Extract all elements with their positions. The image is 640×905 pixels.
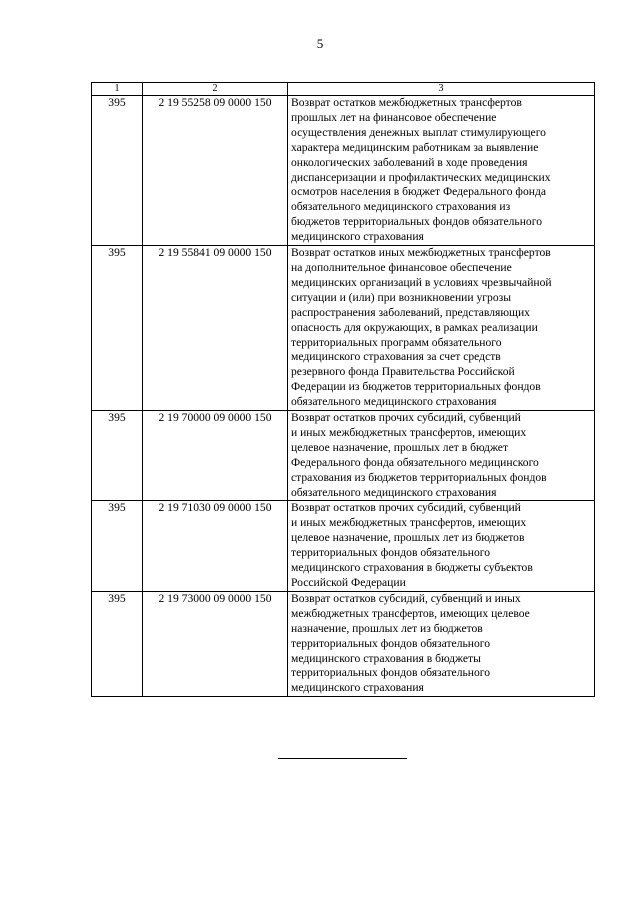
income-name-line: Российской Федерации bbox=[291, 576, 406, 589]
column-header-2: 2 bbox=[143, 83, 288, 96]
table-row bbox=[92, 411, 595, 501]
budget-classification-code-cell: 2 19 55841 09 0000 150 bbox=[143, 246, 288, 411]
income-name-line: Возврат остатков иных межбюджетных трансфертов bbox=[291, 246, 551, 260]
income-name-line: онкологических заболеваний в ходе проведения bbox=[291, 155, 528, 169]
income-name-line: на дополнительное финансовое обеспечение bbox=[291, 260, 512, 274]
table-header-row bbox=[92, 83, 595, 96]
income-name-line: целевое назначение, прошлых лет из бюджетов bbox=[291, 531, 525, 545]
income-name-line: опасность для окружающих, в рамках реализации bbox=[291, 320, 538, 334]
income-name-cell bbox=[288, 501, 595, 591]
income-name-line: бюджетов территориальных фондов обязательного bbox=[291, 215, 542, 229]
admin-code-cell: 395 bbox=[92, 96, 143, 246]
income-name-line: прошлых лет на финансовое обеспечение bbox=[291, 110, 497, 124]
admin-code-cell: 395 bbox=[92, 591, 143, 696]
income-name-line: территориальных программ обязательного bbox=[291, 335, 502, 349]
income-name-cell bbox=[288, 96, 595, 246]
income-name-line: характера медицинским работникам за выявление bbox=[291, 140, 539, 154]
income-name-line: и иных межбюджетных трансфертов, имеющих bbox=[291, 516, 527, 530]
income-name-line: обязательного медицинского страхования из bbox=[291, 200, 511, 214]
income-name-line: диспансеризации и профилактических медицинских bbox=[291, 170, 551, 184]
table-row bbox=[92, 501, 595, 591]
income-name-line: распространения заболеваний, представляющих bbox=[291, 305, 530, 319]
income-name-line: осмотров населения в бюджет Федерального фонда bbox=[291, 185, 546, 199]
income-name-line: Возврат остатков межбюджетных трансфертов bbox=[291, 96, 522, 109]
income-name-line: территориальных фондов обязательного bbox=[291, 666, 491, 680]
income-name-line: Федерации из бюджетов территориальных фондов bbox=[291, 380, 541, 394]
income-name-line: обязательного медицинского страхования bbox=[291, 485, 497, 499]
column-header-3: 3 bbox=[288, 83, 595, 96]
end-of-document-line bbox=[278, 758, 407, 759]
budget-code-table bbox=[91, 82, 595, 697]
table-row bbox=[92, 591, 595, 696]
income-name-cell bbox=[288, 411, 595, 501]
income-name-line: ситуации и (или) при возникновении угрозы bbox=[291, 290, 511, 304]
column-header-1: 1 bbox=[92, 83, 143, 96]
income-name-cell bbox=[288, 246, 595, 411]
admin-code-cell: 395 bbox=[92, 411, 143, 501]
admin-code-cell: 395 bbox=[92, 501, 143, 591]
income-name-line: медицинского страхования bbox=[291, 230, 424, 244]
income-name-cell bbox=[288, 591, 595, 696]
table-body bbox=[92, 96, 595, 697]
income-name-line: Возврат остатков субсидий, субвенций и иных bbox=[291, 591, 521, 605]
income-name-line: медицинского страхования в бюджеты субъектов bbox=[291, 561, 533, 575]
income-name-line: медицинского страхования bbox=[291, 681, 424, 695]
page-number: 5 bbox=[316, 36, 324, 51]
income-name-line: Федерального фонда обязательного медицинского bbox=[291, 455, 539, 469]
income-name-line: медицинского страхования за счет средств bbox=[291, 350, 501, 364]
income-name-line: резервного фонда Правительства Российской bbox=[291, 365, 515, 379]
income-name-line: межбюджетных трансфертов, имеющих целевое bbox=[291, 606, 530, 620]
budget-classification-code-cell: 2 19 73000 09 0000 150 bbox=[143, 591, 288, 696]
income-name-line: страхования из бюджетов территориальных фондов bbox=[291, 470, 547, 484]
income-name-line: медицинского страхования в бюджеты bbox=[291, 651, 481, 665]
table-row bbox=[92, 246, 595, 411]
income-name-line: целевое назначение, прошлых лет в бюджет bbox=[291, 440, 509, 454]
income-name-line: и иных межбюджетных трансфертов, имеющих bbox=[291, 425, 527, 439]
income-name-line: обязательного медицинского страхования bbox=[291, 395, 497, 409]
income-name-line: территориальных фондов обязательного bbox=[291, 546, 491, 560]
budget-classification-code-cell: 2 19 55258 09 0000 150 bbox=[143, 96, 288, 246]
income-name-line: осуществления денежных выплат стимулирующего bbox=[291, 125, 546, 139]
income-name-line: медицинских организаций в условиях чрезвычайной bbox=[291, 275, 552, 289]
budget-classification-code-cell: 2 19 70000 09 0000 150 bbox=[143, 411, 288, 501]
income-name-line: назначение, прошлых лет из бюджетов bbox=[291, 621, 483, 635]
income-name-line: территориальных фондов обязательного bbox=[291, 636, 491, 650]
income-name-line: Возврат остатков прочих субсидий, субвенций bbox=[291, 501, 521, 515]
table-row bbox=[92, 96, 595, 246]
budget-classification-code-cell: 2 19 71030 09 0000 150 bbox=[143, 501, 288, 591]
income-name-line: Возврат остатков прочих субсидий, субвенций bbox=[291, 411, 521, 425]
admin-code-cell: 395 bbox=[92, 246, 143, 411]
